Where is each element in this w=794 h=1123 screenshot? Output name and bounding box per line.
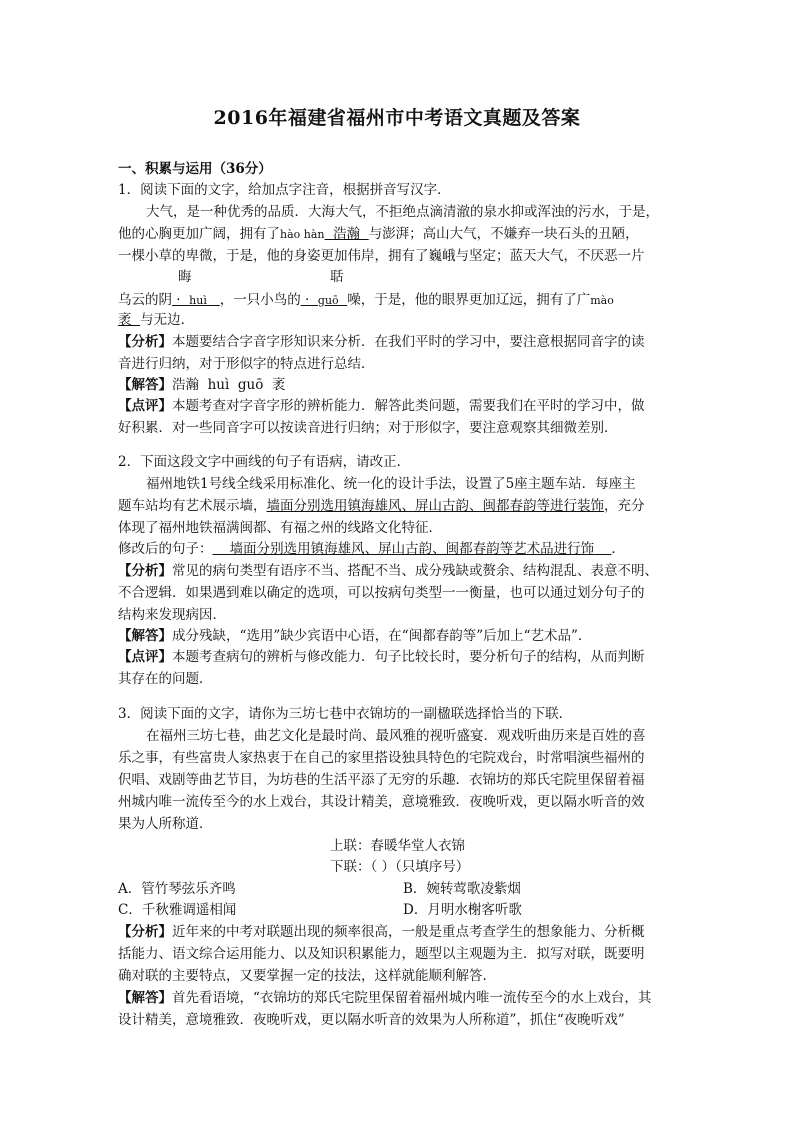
q3-paragraph-line: 伬唱、戏剧等曲艺节目，为坊巷的生活平添了无穷的乐趣．衣锦坊的郑氏宅院里保留着福 <box>118 772 645 788</box>
q1-paragraph-line <box>118 310 194 330</box>
q3-analysis-cont: 括能力、语文综合运用能力、以及知识积累能力，题型以主观题为主．拟写对联，既要明 <box>118 946 645 962</box>
answer-blank: · huì <box>172 292 207 308</box>
option-d: D．月明水榭客听歌 <box>403 902 522 918</box>
revision-label: 修改后的句子： <box>118 541 213 557</box>
text-segment: ，一只小鸟的 <box>219 292 301 308</box>
q2-answer <box>118 626 591 646</box>
analysis-text: 近年来的中考对联题出现的频率很高，一般是重点考查学生的想象能力、分析概 <box>172 924 645 940</box>
q2-paragraph-line: 福州地铁1号线全线采用标准化、统一化的设计手法，设置了5座主题车站．每座主 <box>146 476 636 492</box>
answer-content: 浩瀚 huì guō 袤 <box>172 377 286 393</box>
text-segment: ，充分 <box>604 498 645 514</box>
q3-answer <box>118 988 651 1008</box>
answer-blank: · guō <box>300 292 339 308</box>
pinyin-hint: mào <box>590 294 614 307</box>
q1-analysis <box>118 332 645 352</box>
q2-comment <box>118 647 645 667</box>
answer-tag: 【解答】 <box>118 990 172 1006</box>
q1-stem: 1．阅读下面的文字，给加点字注音，根据拼音写汉字． <box>118 182 451 198</box>
comment-tag: 【点评】 <box>118 398 172 414</box>
answer-blank <box>213 541 612 557</box>
text-segment: 他的心胸更加广阔，拥有了 <box>118 226 280 242</box>
answer-tag: 【解答】 <box>118 628 172 644</box>
option-a: A．管竹琴弦乐齐鸣 <box>118 881 236 897</box>
q1-answer <box>118 375 285 395</box>
couplet-upper: 上联：春暖华堂人衣锦 <box>330 838 465 854</box>
dotted-char-label: 晦 <box>178 269 192 285</box>
analysis-tag: 【分析】 <box>118 924 172 940</box>
answer-text: huì <box>189 294 207 307</box>
answer-content: 首先看语境，“衣锦坊的郑氏宅院里保留着福州城内唯一流传至今的水上戏台，其 <box>172 990 652 1006</box>
answer-text: 袤 <box>118 312 132 328</box>
answer-text: 浩瀚 <box>333 226 361 242</box>
q1-paragraph-line <box>118 224 639 244</box>
text-segment: 乌云的阴 <box>118 292 172 308</box>
q1-comment-cont: 好积累．对一些同音字可以按读音进行归纳；对于形似字，要注意观察其细微差别． <box>118 420 618 436</box>
pinyin-hint: hào hàn <box>280 228 325 241</box>
dotted-char-label: 聒 <box>330 269 344 285</box>
comment-text: 本题考查对字音字形的辨析能力．解答此类问题，需要我们在平时的学习中，做 <box>172 398 645 414</box>
page-title: 2016年福建省福州市中考语文真题及答案 <box>213 107 581 129</box>
text-segment: 噪，于是，他的眼界更加辽远，拥有了广 <box>347 292 591 308</box>
comment-text: 本题考查病句的辨析与修改能力．句子比较长时，要分析句子的结构，从而判断 <box>172 649 645 665</box>
answer-content: 成分残缺，“选用”缺少宾语中心语，在“闽都春韵等”后加上“艺术品”． <box>172 628 592 644</box>
q3-paragraph-line: 果为人所称道． <box>118 816 213 832</box>
q3-paragraph-line: 在福州三坊七巷，曲艺文化是最时尚、最风雅的视听盛宴．观戏听曲历来是百姓的喜 <box>146 728 646 744</box>
answer-blank <box>325 226 369 242</box>
q1-analysis-cont: 音进行归纳，对于形似字的特点进行总结． <box>118 356 375 372</box>
q2-comment-cont: 其存在的问题． <box>118 671 213 687</box>
q3-paragraph-line: 州城内唯一流传至今的水上戏台，其设计精美，意境雅致．夜晚听戏，更以隔水听音的效 <box>118 794 645 810</box>
q2-analysis-cont: 不合逻辑．如果遇到难以确定的选项，可以按病句类型一一衡量，也可以通过划分句子的 <box>118 585 645 601</box>
q3-answer-cont: 设计精美，意境雅致．夜晚听戏，更以隔水听音的效果为人所称道”，抓住“夜晚听戏” <box>118 1012 625 1028</box>
analysis-text: 本题要结合字音字形知识来分析．在我们平时的学习中，要注意根据同音字的读 <box>172 334 645 350</box>
text-segment: 与澎湃；高山大气，不嫌弃一块石头的丑陋， <box>368 226 639 242</box>
analysis-tag: 【分析】 <box>118 563 172 579</box>
couplet-lower: 下联：（ ）（只填序号） <box>330 859 470 875</box>
answer-blank <box>118 312 140 328</box>
comment-tag: 【点评】 <box>118 649 172 665</box>
text-segment: 与无边． <box>140 312 195 328</box>
answer-tag: 【解答】 <box>118 377 172 393</box>
q3-analysis-cont: 确对联的主要特点，又要掌握一定的技法，这样就能顺利解答． <box>118 968 496 984</box>
text-segment: ． <box>611 541 625 557</box>
q2-analysis-cont: 结构来发现病因． <box>118 607 226 623</box>
q2-stem: 2．下面这段文字中画线的句子有语病，请改正． <box>118 454 411 470</box>
q2-paragraph-line <box>118 496 645 516</box>
q3-paragraph-line: 乐之事，有些富贵人家热衷于在自己的家里搭设独具特色的宅院戏台，时常唱演些福州的 <box>118 750 645 766</box>
section-heading: 一、积累与运用（36分） <box>118 161 272 177</box>
q3-analysis <box>118 922 645 942</box>
q2-revision <box>118 539 625 559</box>
analysis-text: 常见的病句类型有语序不当、搭配不当、成分残缺或赘余、结构混乱、表意不明、 <box>172 563 658 579</box>
analysis-tag: 【分析】 <box>118 334 172 350</box>
q2-paragraph-line: 体现了福州地铁福满闽都、有福之州的线路文化特征． <box>118 520 442 536</box>
answer-text: 墙面分别选用镇海雄风、屏山古韵、闽都春韵等艺术品进行饰 <box>229 541 595 557</box>
option-c: C．千秋雅调遥相闻 <box>118 902 237 918</box>
q2-analysis <box>118 561 658 581</box>
answer-text: guō <box>317 294 339 307</box>
q3-stem: 3．阅读下面的文字，请你为三坊七巷中衣锦坊的一副楹联选择恰当的下联． <box>118 706 573 722</box>
option-b: B．婉转莺歌凌紫烟 <box>403 881 521 897</box>
q1-comment <box>118 396 645 416</box>
q1-paragraph-line: 大气，是一种优秀的品质．大海大气，不拒绝点滴清澈的泉水抑或浑浊的污水，于是， <box>146 204 659 220</box>
text-segment: 题车站均有艺术展示墙， <box>118 498 267 514</box>
underlined-sentence: 墙面分别选用镇海雄风、屏山古韵、闽都春韵等进行装饰 <box>266 498 604 514</box>
q1-paragraph-line: 一棵小草的卑微，于是，他的身姿更加伟岸，拥有了巍峨与坚定；蓝天大气，不厌恶一片 <box>118 248 645 264</box>
q1-paragraph-line <box>118 290 614 310</box>
